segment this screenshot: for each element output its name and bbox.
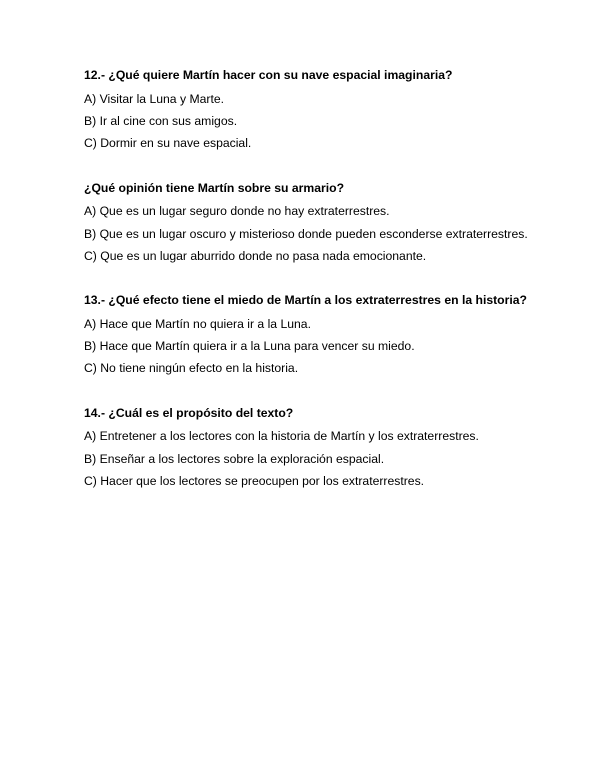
option-c: C) Dormir en su nave espacial. <box>84 136 252 150</box>
option-b: B) Enseñar a los lectores sobre la exploración espacial. <box>84 452 385 466</box>
option-a: A) Hace que Martín no quiera ir a la Luna. <box>84 317 311 331</box>
option-c: C) Hacer que los lectores se preocupen por los extraterrestres. <box>84 474 425 488</box>
question-armario <box>84 181 564 196</box>
option-c: C) Que es un lugar aburrido donde no pasa nada emocionante. <box>84 249 427 263</box>
question-title: 14.- ¿Cuál es el propósito del texto? <box>84 406 294 420</box>
option-c: C) No tiene ningún efecto en la historia. <box>84 361 299 375</box>
question-title: 13.- ¿Qué efecto tiene el miedo de Martín a los extraterrestres en la historia? <box>84 293 527 307</box>
question-title: ¿Qué opinión tiene Martín sobre su armario? <box>84 181 345 195</box>
option-b: B) Hace que Martín quiera ir a la Luna para vencer su miedo. <box>84 339 415 353</box>
question-13 <box>84 293 564 308</box>
option-a: A) Entretener a los lectores con la historia de Martín y los extraterrestres. <box>84 429 479 443</box>
option-b: B) Que es un lugar oscuro y misterioso donde pueden esconderse extraterrestres. <box>84 227 528 241</box>
question-14 <box>84 406 564 421</box>
option-a: A) Visitar la Luna y Marte. <box>84 92 224 106</box>
question-title: 12.- ¿Qué quiere Martín hacer con su nave espacial imaginaria? <box>84 68 453 82</box>
option-a: A) Que es un lugar seguro donde no hay extraterrestres. <box>84 204 390 218</box>
question-12 <box>84 68 564 83</box>
option-b: B) Ir al cine con sus amigos. <box>84 114 238 128</box>
